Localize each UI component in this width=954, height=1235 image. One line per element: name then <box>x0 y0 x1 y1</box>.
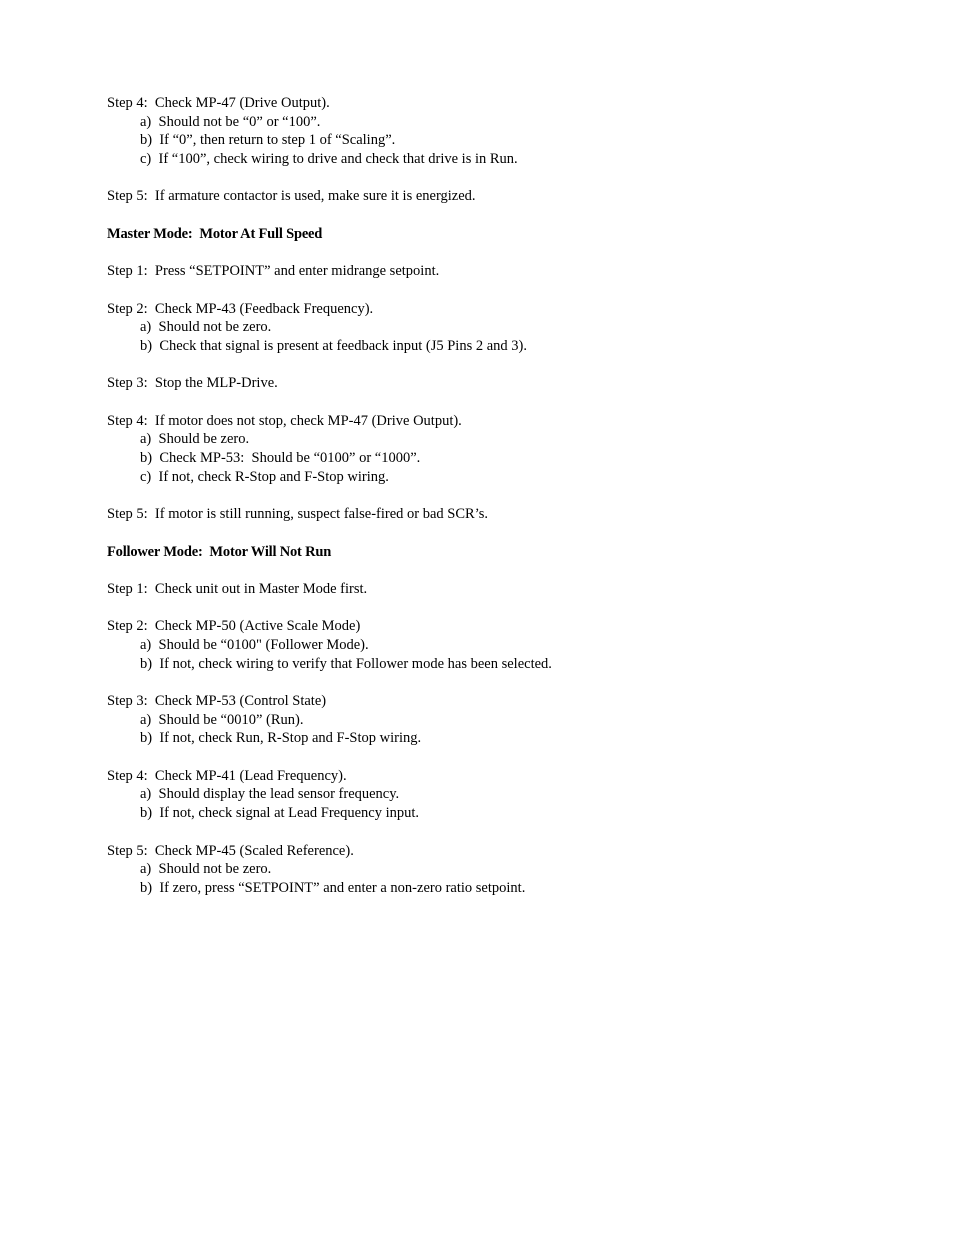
sub-step-item: a) Should be “0100" (Follower Mode). <box>140 636 369 653</box>
sub-step-item: a) Should not be “0” or “100”. <box>140 113 321 130</box>
sub-step-item: a) Should be “0010” (Run). <box>140 711 304 728</box>
paragraph-gap <box>107 356 907 375</box>
section-heading: Master Mode: Motor At Full Speed <box>107 225 323 242</box>
paragraph-gap <box>107 561 907 580</box>
paragraph-gap <box>107 673 907 692</box>
paragraph-gap <box>107 393 907 412</box>
paragraph-gap <box>107 823 907 842</box>
paragraph-gap <box>107 599 907 618</box>
step-line: Step 3: Stop the MLP-Drive. <box>107 375 278 392</box>
sub-step-item: b) Check that signal is present at feedback input (J5 Pins 2 and 3). <box>140 337 527 354</box>
paragraph-gap <box>107 206 907 225</box>
step-line: Step 2: Check MP-50 (Active Scale Mode) <box>107 618 361 635</box>
step-line: Step 4: If motor does not stop, check MP-47 (Drive Output). <box>107 412 462 429</box>
sub-step-item: b) Check MP-53: Should be “0100” or “1000”. <box>140 450 421 467</box>
paragraph-gap <box>107 486 907 505</box>
step-line: Step 5: If armature contactor is used, make sure it is energized. <box>107 188 476 205</box>
document-page <box>107 94 907 898</box>
section-heading: Follower Mode: Motor Will Not Run <box>107 543 332 560</box>
sub-step-item: c) If “100”, check wiring to drive and check that drive is in Run. <box>140 151 518 168</box>
step-line: Step 1: Check unit out in Master Mode first. <box>107 580 368 597</box>
step-line: Step 4: Check MP-41 (Lead Frequency). <box>107 767 347 784</box>
step-line: Step 5: Check MP-45 (Scaled Reference). <box>107 842 354 859</box>
sub-step-item: c) If not, check R-Stop and F-Stop wiring. <box>140 468 389 485</box>
sub-step-item: a) Should not be zero. <box>140 861 272 878</box>
step-line: Step 5: If motor is still running, suspect false-fired or bad SCR’s. <box>107 506 488 523</box>
sub-step-item: b) If not, check wiring to verify that Follower mode has been selected. <box>140 655 552 672</box>
sub-step-item: b) If not, check signal at Lead Frequency input. <box>140 805 420 822</box>
paragraph-gap <box>107 281 907 300</box>
sub-step-item: a) Should be zero. <box>140 431 250 448</box>
paragraph-gap <box>107 748 907 767</box>
step-line: Step 3: Check MP-53 (Control State) <box>107 693 327 709</box>
step-line: Step 4: Check MP-47 (Drive Output). <box>107 95 330 111</box>
sub-step-item: a) Should not be zero. <box>140 319 272 336</box>
sub-step-item: a) Should display the lead sensor frequency. <box>140 786 400 803</box>
paragraph-gap <box>107 524 907 543</box>
sub-step-item: b) If “0”, then return to step 1 of “Scaling”. <box>140 132 396 149</box>
paragraph-gap <box>107 244 907 263</box>
sub-step-item: b) If not, check Run, R-Stop and F-Stop wiring. <box>140 730 422 747</box>
paragraph-gap <box>107 169 907 188</box>
step-line: Step 1: Press “SETPOINT” and enter midrange setpoint. <box>107 263 440 280</box>
sub-step-item: b) If zero, press “SETPOINT” and enter a non-zero ratio setpoint. <box>140 879 526 896</box>
step-line: Step 2: Check MP-43 (Feedback Frequency). <box>107 300 374 317</box>
